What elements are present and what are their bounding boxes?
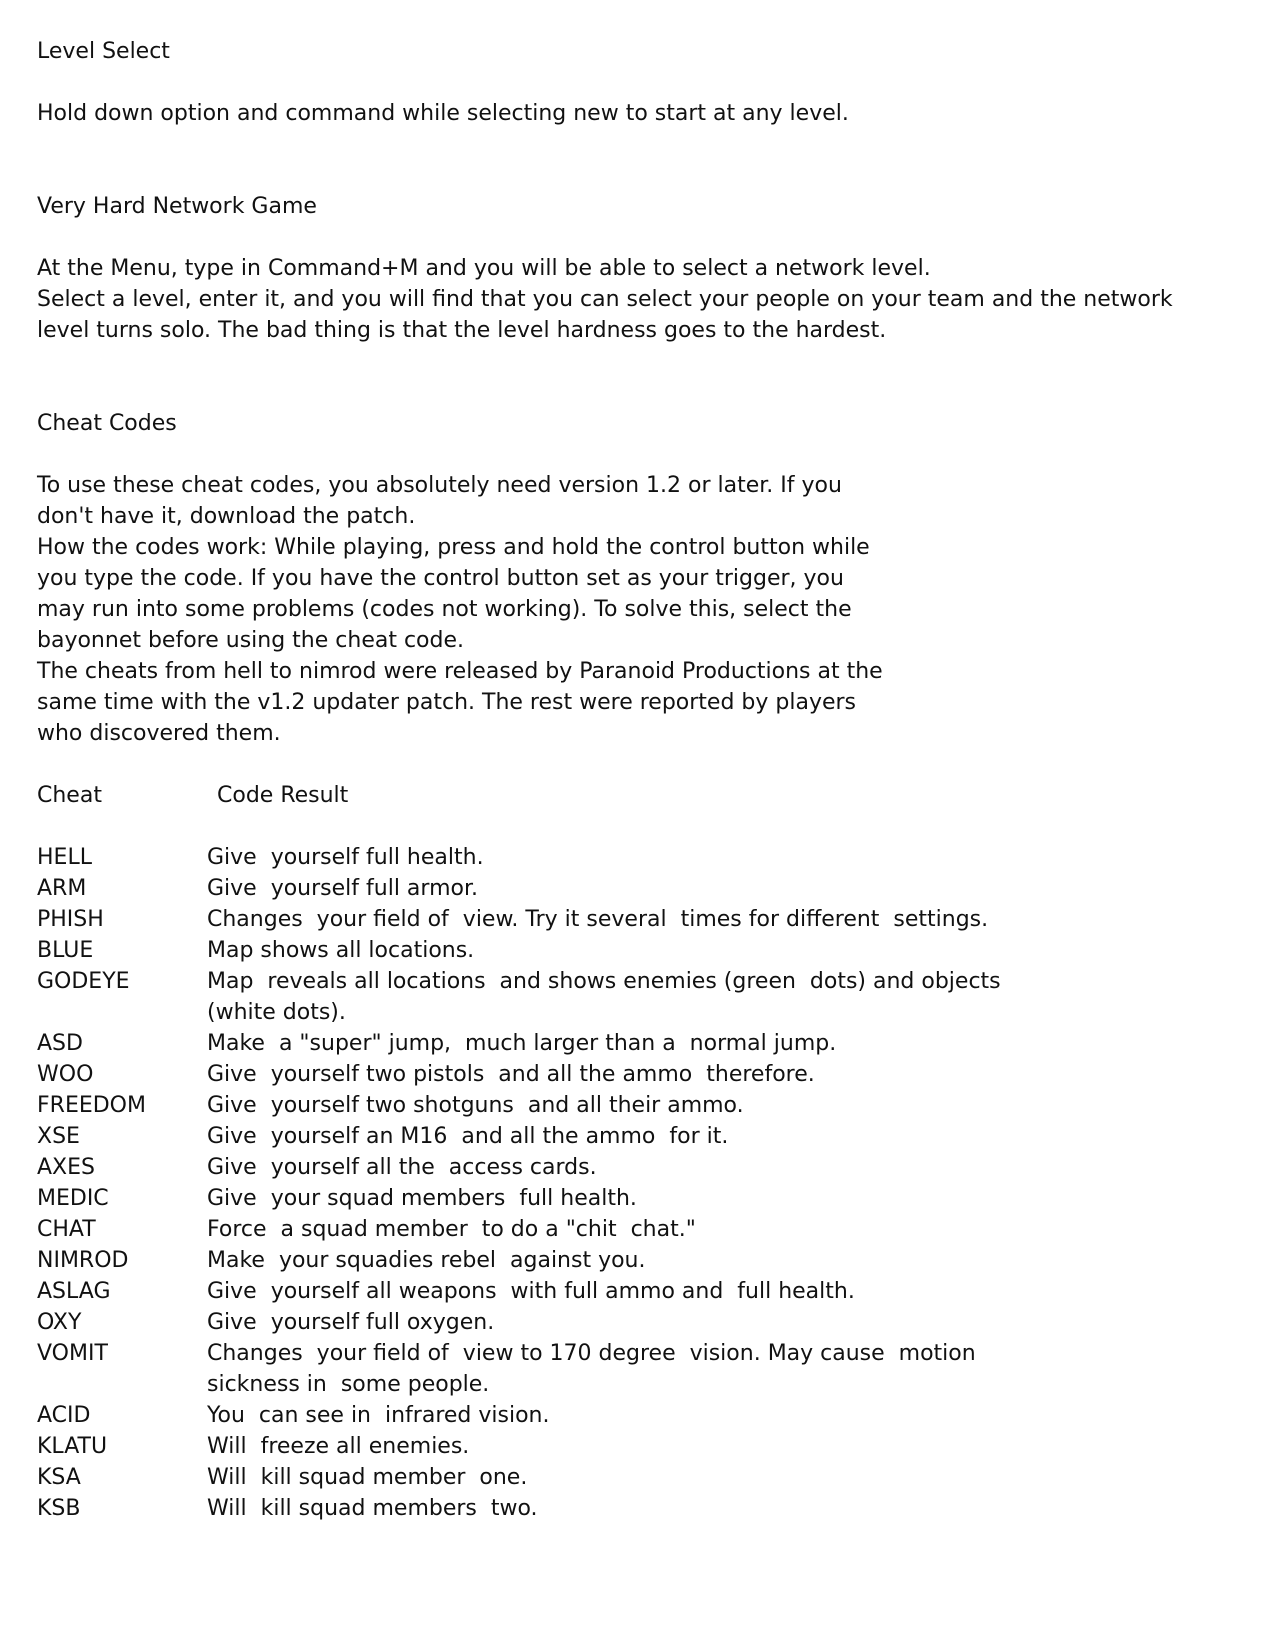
cheat-code: VOMIT — [37, 1341, 108, 1366]
cheat-code: CHAT — [37, 1217, 96, 1242]
cheat-code: OXY — [37, 1310, 82, 1335]
cheat-rows — [37, 842, 1237, 1524]
cheat-code: KLATU — [37, 1434, 108, 1459]
cheat-code: ASLAG — [37, 1279, 111, 1304]
column-header-result: Code Result — [217, 783, 349, 808]
table-row — [37, 1431, 1237, 1462]
section-title: Level Select — [37, 39, 170, 64]
paragraph-line: Select a level, enter it, and you will find that you can select your people on your team and the network — [37, 287, 1173, 312]
cheat-result: Map shows all locations. — [207, 938, 475, 963]
paragraph-line: don't have it, download the patch. — [37, 504, 416, 529]
paragraph-line: same time with the v1.2 updater patch. The rest were reported by players — [37, 690, 857, 715]
cheat-result: Give yourself full armor. — [207, 876, 478, 901]
cheat-result: Changes your field of view. Try it several times for different settings. — [207, 907, 989, 932]
cheat-result: Give yourself full oxygen. — [207, 1310, 495, 1335]
table-row — [37, 966, 1237, 1028]
table-row — [37, 1121, 1237, 1152]
section-cheat-codes — [37, 408, 1237, 749]
cheat-result: Force a squad member to do a "chit chat." — [207, 1217, 696, 1242]
table-row — [37, 1307, 1237, 1338]
cheat-code: XSE — [37, 1124, 80, 1149]
paragraph-line: bayonnet before using the cheat code. — [37, 628, 465, 653]
cheat-code: AXES — [37, 1155, 95, 1180]
paragraph-line: The cheats from hell to nimrod were released by Paranoid Productions at the — [37, 659, 883, 684]
cheat-code: PHISH — [37, 907, 104, 932]
section-title: Cheat Codes — [37, 411, 177, 436]
cheat-code: ACID — [37, 1403, 91, 1428]
table-row — [37, 935, 1237, 966]
cheat-result: Give yourself all the access cards. — [207, 1155, 597, 1180]
paragraph-line: may run into some problems (codes not working). To solve this, select the — [37, 597, 852, 622]
column-header-cheat: Cheat — [37, 783, 102, 808]
document-page — [37, 36, 1237, 1524]
table-row — [37, 1152, 1237, 1183]
paragraph-line: who discovered them. — [37, 721, 281, 746]
cheat-code: MEDIC — [37, 1186, 109, 1211]
cheat-code: KSA — [37, 1465, 81, 1490]
table-row — [37, 1493, 1237, 1524]
table-row — [37, 904, 1237, 935]
table-row — [37, 1059, 1237, 1090]
cheat-code: HELL — [37, 845, 92, 870]
section-title: Very Hard Network Game — [37, 194, 317, 219]
table-row — [37, 1400, 1237, 1431]
cheat-code: NIMROD — [37, 1248, 129, 1273]
cheat-code: ARM — [37, 876, 87, 901]
paragraph-line: you type the code. If you have the control button set as your trigger, you — [37, 566, 844, 591]
table-row — [37, 1462, 1237, 1493]
cheat-code: GODEYE — [37, 969, 130, 994]
table-row — [37, 1214, 1237, 1245]
table-row — [37, 1276, 1237, 1307]
cheat-result: Make a "super" jump, much larger than a normal jump. — [207, 1031, 837, 1056]
table-header-row — [37, 780, 1237, 811]
cheat-code: FREEDOM — [37, 1093, 146, 1118]
cheat-result: Give yourself full health. — [207, 845, 484, 870]
cheat-code: WOO — [37, 1062, 94, 1087]
cheat-result: Will freeze all enemies. — [207, 1434, 470, 1459]
table-row — [37, 1090, 1237, 1121]
table-row — [37, 842, 1237, 873]
table-row — [37, 1245, 1237, 1276]
cheat-result: Will kill squad members two. — [207, 1496, 538, 1521]
section-network-game — [37, 191, 1237, 346]
paragraph-line: At the Menu, type in Command+M and you will be able to select a network level. — [37, 256, 931, 281]
table-row — [37, 1338, 1237, 1400]
cheat-result: Give yourself two pistols and all the ammo therefore. — [207, 1062, 815, 1087]
cheat-result: You can see in infrared vision. — [207, 1403, 550, 1428]
cheat-code: KSB — [37, 1496, 81, 1521]
paragraph-line: To use these cheat codes, you absolutely need version 1.2 or later. If you — [37, 473, 842, 498]
table-row — [37, 1183, 1237, 1214]
cheat-result: Give yourself two shotguns and all their ammo. — [207, 1093, 744, 1118]
paragraph-line: Hold down option and command while selecting new to start at any level. — [37, 101, 849, 126]
paragraph-line: How the codes work: While playing, press and hold the control button while — [37, 535, 870, 560]
cheat-result: Make your squadies rebel against you. — [207, 1248, 646, 1273]
paragraph-line: level turns solo. The bad thing is that the level hardness goes to the hardest. — [37, 318, 887, 343]
cheat-result: Give your squad members full health. — [207, 1186, 637, 1211]
table-row — [37, 873, 1237, 904]
cheat-result: Will kill squad member one. — [207, 1465, 528, 1490]
cheat-code: BLUE — [37, 938, 94, 963]
section-level-select — [37, 36, 1237, 129]
cheat-result: Give yourself all weapons with full ammo and full health. — [207, 1279, 855, 1304]
cheat-result: Changes your field of view to 170 degree vision. May cause motion sickness in some people. — [207, 1341, 983, 1397]
cheat-code: ASD — [37, 1031, 83, 1056]
cheat-result: Map reveals all locations and shows enemies (green dots) and objects (white dots). — [207, 969, 1008, 1025]
cheat-table — [37, 780, 1237, 1524]
table-row — [37, 1028, 1237, 1059]
cheat-result: Give yourself an M16 and all the ammo for it. — [207, 1124, 729, 1149]
